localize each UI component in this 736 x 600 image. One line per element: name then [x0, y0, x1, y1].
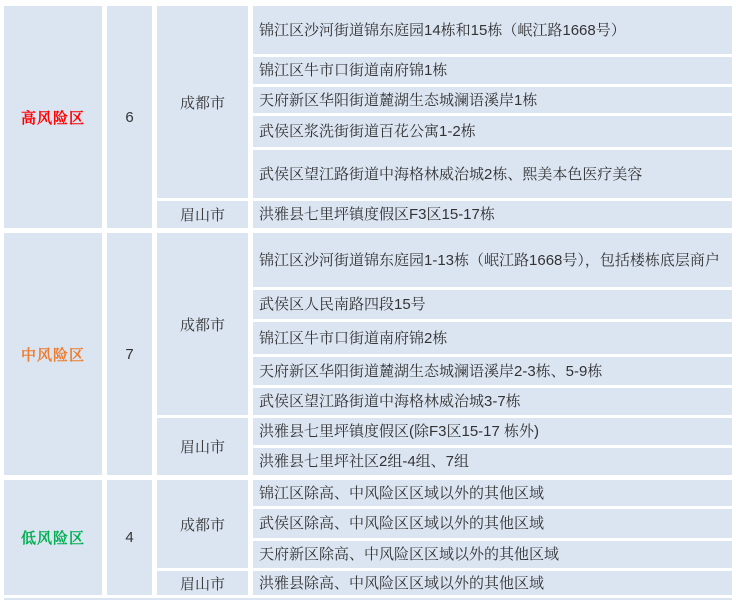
address-text: 锦江区牛市口街道南府锦2栋 [259, 329, 448, 347]
address-cell [253, 150, 732, 198]
risk-level-cell: 高风险区 [4, 6, 102, 228]
city-group [157, 480, 732, 568]
risk-area-table [4, 6, 732, 595]
address-text: 天府新区除高、中风险区区域以外的其他区域 [259, 546, 560, 563]
address-text: 锦江区沙河街道锦东庭园1-13栋（岷江路1668号），包括楼栋底层商户 [259, 251, 720, 269]
city-cell: 成都市 [157, 233, 248, 415]
city-group [157, 201, 732, 228]
address-text: 洪雅县除高、中风险区区域以外的其他区域 [259, 574, 545, 592]
address-text: 锦江区沙河街道锦东庭园14栋和15栋（岷江路1668号） [259, 21, 626, 39]
address-text: 天府新区华阳街道麓湖生态城澜语溪岸2-3栋、5-9栋 [259, 362, 603, 380]
risk-count-cell: 6 [107, 6, 152, 228]
city-groups [157, 233, 732, 475]
address-cell [253, 6, 732, 54]
address-rows [253, 418, 732, 475]
city-cell: 眉山市 [157, 201, 248, 228]
address-cell [253, 388, 732, 415]
address-rows [253, 233, 732, 415]
address-cell [253, 87, 732, 113]
address-text: 洪雅县七里坪镇度假区F3区15-17栋 [259, 206, 495, 223]
address-cell [253, 448, 732, 475]
address-text: 武侯区浆洗街街道百花公寓1-2栋 [259, 123, 476, 140]
address-text: 武侯区望江路街道中海格林威治城2栋、熙美本色医疗美容 [259, 165, 643, 183]
address-text: 洪雅县七里坪镇度假区(除F3区15-17 栋外) [259, 423, 540, 440]
address-text: 锦江区除高、中风险区区域以外的其他区域 [259, 484, 545, 502]
city-group [157, 571, 732, 595]
address-cell [253, 322, 732, 354]
address-cell [253, 357, 732, 385]
address-cell [253, 509, 732, 538]
address-rows [253, 480, 732, 568]
address-cell [253, 116, 732, 147]
city-cell: 眉山市 [157, 571, 248, 595]
address-text: 武侯区人民南路四段15号 [259, 296, 426, 313]
address-text: 洪雅县七里坪社区2组-4组、7组 [259, 453, 470, 470]
city-cell: 成都市 [157, 480, 248, 568]
risk-count-cell: 7 [107, 233, 152, 475]
address-text: 武侯区望江路街道中海格林威治城3-7栋 [259, 393, 521, 410]
address-cell [253, 233, 732, 287]
city-groups [157, 480, 732, 595]
address-rows [253, 6, 732, 198]
address-cell [253, 57, 732, 84]
address-text: 锦江区牛市口街道南府锦1栋 [259, 62, 448, 79]
address-rows [253, 201, 732, 228]
city-cell: 成都市 [157, 6, 248, 198]
address-rows [253, 571, 732, 595]
risk-count-cell: 4 [107, 480, 152, 595]
address-text: 武侯区除高、中风险区区域以外的其他区域 [259, 515, 545, 532]
address-cell [253, 201, 732, 228]
city-groups [157, 6, 732, 228]
risk-level-cell: 低风险区 [4, 480, 102, 595]
address-text: 天府新区华阳街道麓湖生态城澜语溪岸1栋 [259, 91, 538, 109]
address-cell [253, 480, 732, 506]
address-cell [253, 290, 732, 319]
address-cell [253, 571, 732, 595]
city-group [157, 418, 732, 475]
risk-level-cell: 中风险区 [4, 233, 102, 475]
city-cell: 眉山市 [157, 418, 248, 475]
risk-section [4, 480, 732, 595]
risk-section [4, 6, 732, 228]
city-group [157, 233, 732, 415]
risk-section [4, 233, 732, 475]
address-cell [253, 418, 732, 445]
address-cell [253, 541, 732, 568]
city-group [157, 6, 732, 198]
